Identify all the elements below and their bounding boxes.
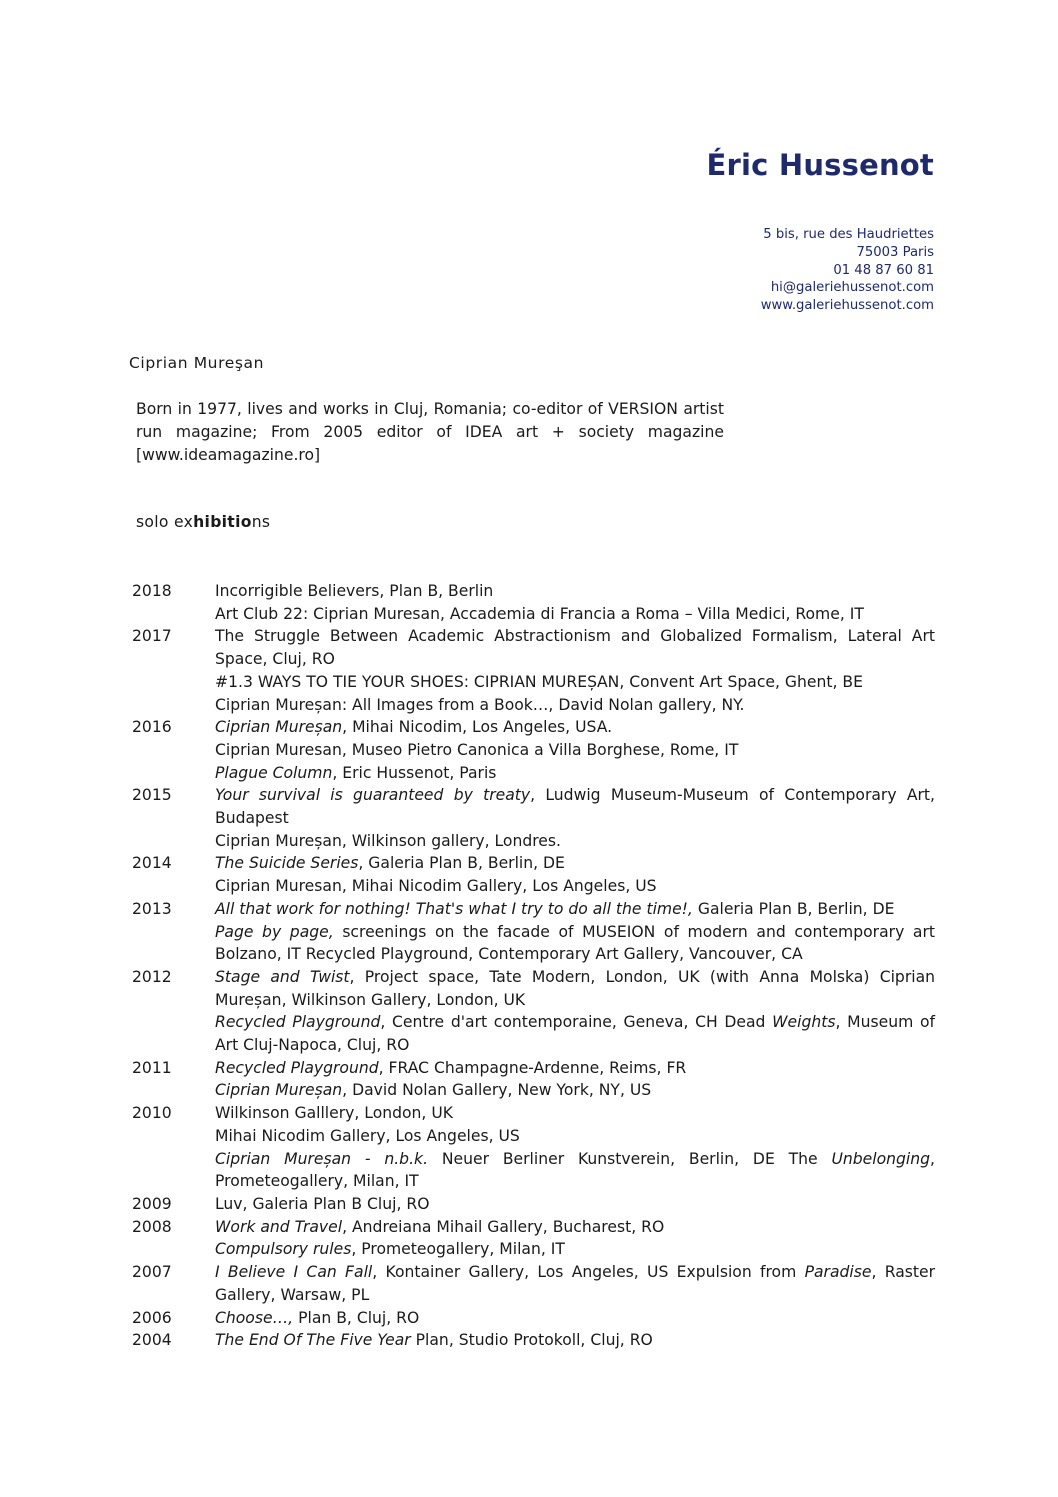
exhibition-title: All that work for nothing! That's what I try to do all the time!,: [215, 899, 693, 918]
exhibition-entries: [215, 852, 935, 897]
exhibition-details: Plan, Studio Protokoll, Cluj, RO: [410, 1331, 653, 1350]
address-email: hi@galeriehussenot.com: [770, 280, 934, 296]
artist-bio: Born in 1977, lives and works in Cluj, Romania; co-editor of VERSION artist run magazine; From 2005 editor of IDEA art + society magazine [www.ideamagazine.ro]: [136, 400, 724, 464]
heading-part-bold: hibitio: [193, 513, 252, 531]
exhibition-entry: [215, 1148, 935, 1193]
exhibition-details: , Prometeogallery, Milan, IT: [215, 1149, 936, 1191]
exhibition-entry: [215, 830, 935, 853]
exhibition-details: Mihai Nicodim Gallery, Los Angeles, US: [215, 1126, 520, 1145]
gallery-name: Éric Hussenot: [706, 148, 934, 182]
exhibition-year: 2007: [132, 1263, 172, 1282]
exhibition-entry: [215, 1125, 935, 1148]
exhibition-entry: [215, 852, 935, 875]
exhibition-entry: [215, 603, 935, 626]
exhibition-details: , Museum of Art Cluj-Napoca, Cluj, RO: [215, 1013, 935, 1055]
exhibition-entries: [215, 625, 935, 716]
exhibition-details: The Struggle Between Academic Abstractionism and Globalized Formalism, Lateral Art Space, Cluj, RO: [215, 627, 935, 669]
exhibition-details: , Kontainer Gallery, Los Angeles, US Expulsion from: [372, 1263, 805, 1282]
exhibition-year: 2017: [132, 627, 172, 646]
exhibition-entry: [215, 921, 935, 966]
exhibition-entries: [215, 966, 935, 1057]
gallery-header: [707, 148, 934, 315]
exhibition-details: , Galeria Plan B, Berlin, DE: [358, 854, 565, 873]
exhibition-title: The End Of The Five Year: [215, 1331, 411, 1350]
exhibition-details: Ciprian Muresan, Mihai Nicodim Gallery, Los Angeles, US: [215, 877, 657, 896]
exhibition-title: Choose…,: [215, 1308, 294, 1327]
exhibition-entry: [215, 1079, 935, 1102]
exhibition-title: Your survival is guaranteed by treaty: [215, 786, 531, 805]
exhibition-year: 2016: [132, 718, 172, 737]
year-group: [130, 1329, 935, 1352]
exhibition-details: Wilkinson Galllery, London, UK: [215, 1104, 453, 1123]
exhibition-year: 2018: [132, 582, 172, 600]
exhibition-title: Plague Column: [215, 763, 333, 782]
exhibition-details: , FRAC Champagne-Ardenne, Reims, FR: [378, 1058, 687, 1077]
address-street: 5 bis, rue des Haudriettes: [763, 227, 934, 242]
year-group: [130, 852, 935, 897]
exhibition-entries: [215, 898, 935, 966]
exhibition-entries: [215, 1057, 935, 1102]
exhibition-details: , Andreiana Mihail Gallery, Bucharest, RO: [342, 1217, 665, 1236]
exhibition-entry: [215, 1307, 935, 1330]
exhibition-title: Recycled Playground: [215, 1013, 381, 1032]
year-group: [130, 1261, 935, 1306]
exhibition-details: Art Club 22: Ciprian Muresan, Accademia di Francia a Roma – Villa Medici, Rome, IT: [215, 604, 864, 623]
exhibition-details: , Mihai Nicodim, Los Angeles, USA.: [342, 718, 613, 737]
exhibition-details: , Centre d'art contemporaine, Geneva, CH Dead: [380, 1013, 773, 1032]
exhibition-year: 2010: [132, 1104, 172, 1123]
exhibition-title: Page by page,: [215, 922, 334, 941]
exhibition-entry: [215, 1102, 935, 1125]
exhibitions-list: [130, 580, 935, 1352]
exhibition-entry: [215, 694, 935, 717]
exhibition-entries: [215, 784, 935, 852]
heading-part: ns: [251, 513, 271, 531]
year-group: [130, 1216, 935, 1261]
exhibition-entry: [215, 875, 935, 898]
artist-name: Ciprian Mureşan: [129, 354, 265, 372]
exhibition-entry: [215, 1238, 935, 1261]
exhibition-entries: [215, 1261, 935, 1306]
exhibition-entries: [215, 580, 935, 625]
year-group: [130, 1193, 935, 1216]
exhibition-entry: [215, 1057, 935, 1080]
exhibition-details: Luv, Galeria Plan B Cluj, RO: [215, 1194, 430, 1213]
exhibition-entry: [215, 1193, 935, 1216]
exhibition-entry: [215, 739, 935, 762]
exhibition-title: The Suicide Series: [215, 854, 359, 873]
year-group: [130, 784, 935, 852]
exhibition-details: Incorrigible Believers, Plan B, Berlin: [215, 582, 494, 600]
exhibition-entry: [215, 1329, 935, 1352]
exhibition-entries: [215, 1329, 935, 1352]
exhibition-details: #1.3 WAYS TO TIE YOUR SHOES: CIPRIAN MUREȘAN, Convent Art Space, Ghent, BE: [215, 672, 863, 691]
address-phone: 01 48 87 60 81: [833, 262, 934, 278]
heading-part: solo ex: [136, 513, 194, 531]
exhibition-year: 2012: [132, 967, 172, 986]
exhibition-title: Unbelonging: [831, 1149, 931, 1168]
exhibition-details: , Ludwig Museum-Museum of Contemporary Art, Budapest: [215, 786, 935, 828]
exhibition-details: screenings on the facade of MUSEION of modern and contemporary art Bolzano, IT Recycled Playground, Contemporary Art Gallery, Vancouver, CA: [215, 922, 935, 964]
exhibition-entries: [215, 1216, 935, 1261]
exhibition-title: Compulsory rules: [215, 1240, 352, 1259]
exhibition-entry: [215, 1216, 935, 1239]
address-website: www.galeriehussenot.com: [760, 298, 934, 314]
exhibition-title: Paradise: [804, 1263, 872, 1282]
gallery-address: [707, 226, 934, 315]
exhibition-title: Weights: [772, 1013, 836, 1032]
exhibition-year: 2011: [132, 1058, 172, 1077]
exhibition-entry: [215, 784, 935, 829]
year-group: [130, 1307, 935, 1330]
exhibition-entries: [215, 1193, 935, 1216]
exhibition-details: , Prometeogallery, Milan, IT: [351, 1240, 565, 1259]
year-group: [130, 625, 935, 716]
year-group: [130, 1057, 935, 1102]
exhibition-entries: [215, 1102, 935, 1193]
exhibition-year: 2004: [132, 1331, 172, 1350]
exhibition-details: , David Nolan Gallery, New York, NY, US: [342, 1081, 652, 1100]
exhibition-year: 2013: [132, 899, 172, 918]
exhibition-year: 2006: [132, 1308, 172, 1327]
address-city: 75003 Paris: [856, 244, 934, 260]
exhibition-entry: [215, 898, 935, 921]
exhibition-details: , Eric Hussenot, Paris: [332, 763, 497, 782]
exhibition-title: Recycled Playground: [215, 1058, 379, 1077]
exhibition-details: Plan B, Cluj, RO: [293, 1308, 420, 1327]
exhibition-year: 2014: [132, 854, 172, 873]
exhibition-details: Neuer Berliner Kunstverein, Berlin, DE The: [428, 1149, 832, 1168]
exhibition-entry: [215, 1261, 935, 1306]
year-group: [130, 898, 935, 966]
exhibition-entry: [215, 716, 935, 739]
exhibition-entry: [215, 580, 935, 603]
section-heading-solo-exhibitions: [136, 513, 270, 531]
exhibition-entry: [215, 1011, 935, 1056]
exhibition-title: Ciprian Mureșan: [215, 718, 343, 737]
year-group: [130, 1102, 935, 1193]
exhibition-entry: [215, 671, 935, 694]
exhibition-details: Ciprian Mureșan: All Images from a Book…, David Nolan gallery, NY.: [215, 695, 745, 714]
exhibition-details: Ciprian Mureșan, Wilkinson gallery, Londres.: [215, 831, 561, 850]
exhibition-title: Ciprian Mureșan: [215, 1081, 343, 1100]
exhibition-year: 2015: [132, 786, 172, 805]
year-group: [130, 966, 935, 1057]
exhibition-entry: [215, 762, 935, 785]
year-group: [130, 580, 935, 625]
exhibition-title: I Believe I Can Fall: [215, 1263, 373, 1282]
exhibition-entries: [215, 716, 935, 784]
exhibition-entry: [215, 625, 935, 670]
exhibition-details: Galeria Plan B, Berlin, DE: [692, 899, 895, 918]
exhibition-entry: [215, 966, 935, 1011]
exhibition-entries: [215, 1307, 935, 1330]
exhibition-year: 2009: [132, 1194, 172, 1213]
exhibition-title: Stage and Twist: [215, 967, 350, 986]
exhibition-details: , Raster Gallery, Warsaw, PL: [215, 1263, 935, 1304]
exhibition-details: Ciprian Muresan, Museo Pietro Canonica a Villa Borghese, Rome, IT: [215, 740, 739, 759]
exhibition-title: Work and Travel: [215, 1217, 343, 1236]
exhibition-details: , Project space, Tate Modern, London, UK (with Anna Molska) Ciprian Mureșan, Wilkinson Gallery, London, UK: [215, 967, 936, 1009]
year-group: [130, 716, 935, 784]
exhibition-title: Ciprian Mureșan - n.b.k.: [215, 1149, 429, 1168]
exhibition-year: 2008: [132, 1217, 172, 1236]
